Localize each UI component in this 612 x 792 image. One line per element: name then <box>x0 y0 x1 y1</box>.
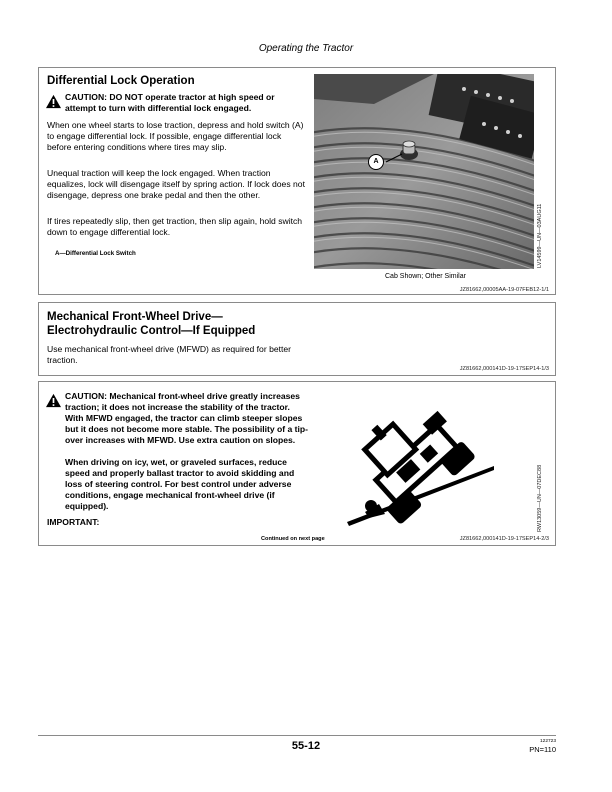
section-title: Differential Lock Operation <box>47 75 195 87</box>
section-title-line-2: Electrohydraulic Control—If Equipped <box>47 325 256 337</box>
tractor-tipover-illustration <box>339 388 499 528</box>
warning-triangle-icon <box>45 393 62 408</box>
continued-note: Continued on next page <box>261 536 325 542</box>
paragraph-2: Unequal traction will keep the lock engaged. When traction equalizes, lock will disengage itself by spring action. If lock does not disengage, depress one brake pedal and then the other. <box>47 168 305 200</box>
section-title-line-1: Mechanical Front-Wheel Drive— <box>47 311 223 323</box>
important-label: IMPORTANT: <box>47 517 100 527</box>
footer-rule <box>38 735 556 736</box>
footer-pn: PN=110 <box>529 745 556 754</box>
image-caption: Cab Shown; Other Similar <box>385 273 466 280</box>
warning-triangle-icon <box>45 94 62 109</box>
caution-text-2: When driving on icy, wet, or graveled surfaces, reduce speed and properly ballast tractor to avoid skidding and loss of steering control. For best control under adverse conditions, engage mechanical front-wheel drive (if equipped). <box>65 457 295 511</box>
paragraph-1: When one wheel starts to lose traction, depress and hold switch (A) to engage differential lock. If possible, engage differential lock before entering conditions where tires may slip. <box>47 120 304 152</box>
section-differential-lock <box>38 67 556 295</box>
reference-code: JZ81662,000141D-19-17SEP14-1/3 <box>459 366 549 372</box>
reference-code: JZ81662,00005AA-19-07FEB12-1/1 <box>459 287 549 293</box>
section-body: Use mechanical front-wheel drive (MFWD) as required for better traction. <box>47 344 292 365</box>
footer-small-code: 122723 <box>539 739 556 744</box>
legend-label: A—Differential Lock Switch <box>55 250 136 257</box>
section-mfwd <box>38 302 556 376</box>
image-code: LV14599—UN—03AUG11 <box>537 203 543 268</box>
page-header-title: Operating the Tractor <box>258 43 354 54</box>
paragraph-3: If tires repeatedly slip, then get traction, then slip again, hold switch down to engage differential lock. <box>47 216 303 237</box>
image-code: RW13059—UN—07DEC88 <box>537 464 543 532</box>
caution-text: CAUTION: DO NOT operate tractor at high speed or attempt to turn with differential lock engaged. <box>65 92 275 113</box>
page-number: 55-12 <box>291 740 321 752</box>
callout-a: A <box>368 154 384 170</box>
section-mfwd-caution <box>38 381 556 546</box>
caution-text-1: CAUTION: Mechanical front-wheel drive greatly increases traction; it does not increase the stability of the tractor. With MFWD engaged, the tractor can climb steeper slopes but it does not become more stable. The possibility of a tip-over increases with MFWD. Use extra caution on slopes. <box>65 391 309 445</box>
reference-code: JZ81662,000141D-19-17SEP14-2/3 <box>459 536 549 542</box>
cab-floor-photo <box>314 74 534 269</box>
